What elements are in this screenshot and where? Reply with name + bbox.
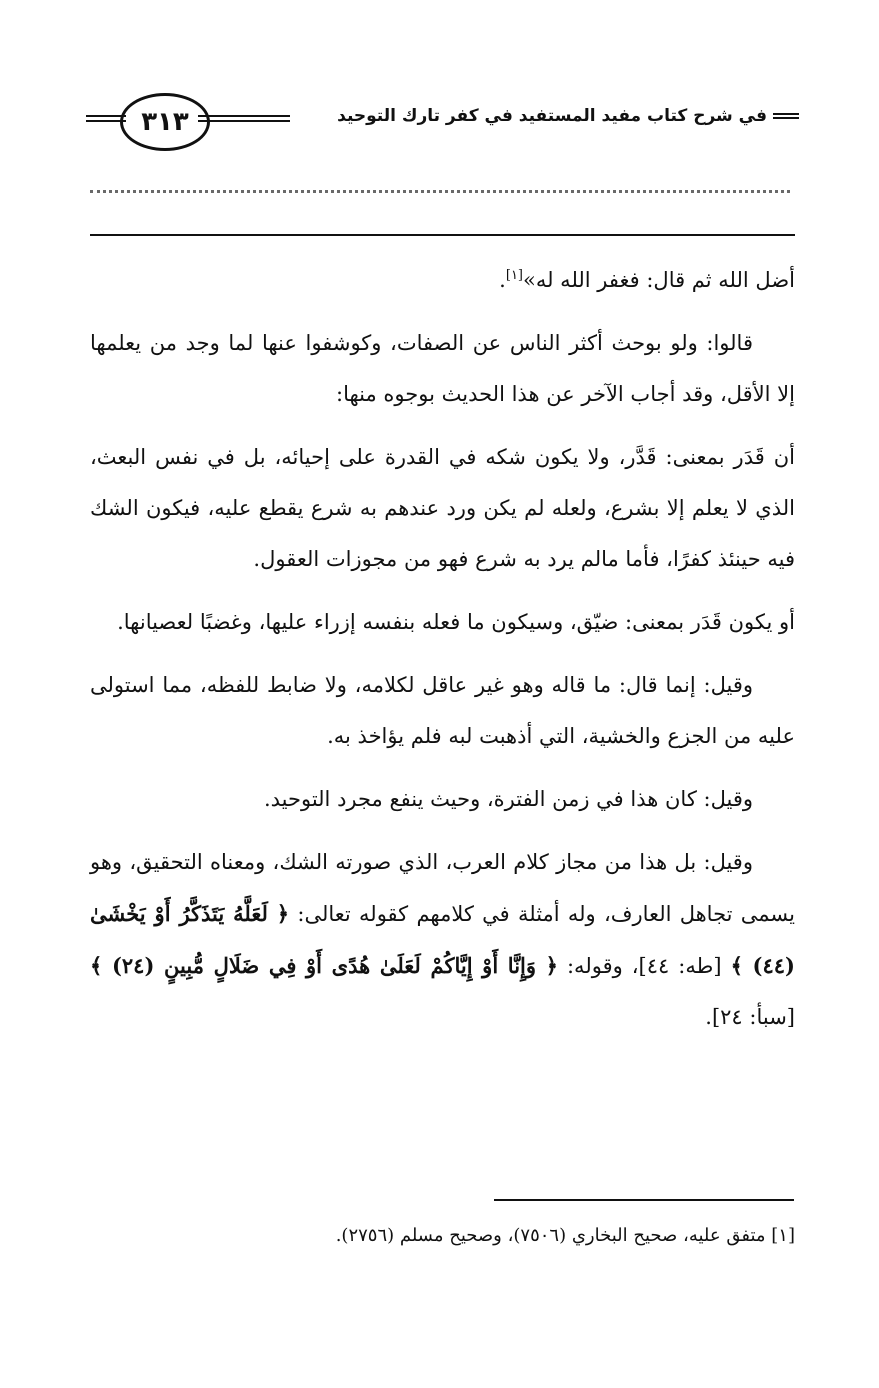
top-rule	[90, 234, 795, 236]
ornament-rule-right	[198, 115, 290, 122]
paragraph-1-end: .	[499, 268, 506, 292]
page-number-ornament	[86, 85, 291, 153]
paragraph-6: وقيل: كان هذا في زمن الفترة، وحيث ينفع مجرد التوحيد.	[263, 787, 753, 811]
paragraph-7	[90, 837, 795, 1043]
footnote: [١] متفق عليه، صحيح البخاري (٧٥٠٦)، وصحيح مسلم (٢٧٥٦).	[335, 1225, 795, 1246]
main-text	[90, 255, 795, 1043]
paragraph-1-text: أضل الله ثم قال: فغفر الله له»	[523, 268, 795, 292]
header-rule	[773, 113, 799, 119]
footnote-rule	[494, 1199, 794, 1201]
paragraph-2: قالوا: ولو بوحث أكثر الناس عن الصفات، وكوشفوا عنها لما وجد من يعلمها إلا الأقل، وقد أجاب الآخر عن هذا الحديث بوجوه منها:	[90, 331, 795, 406]
paragraph-1	[90, 255, 795, 306]
paragraph-5: وقيل: إنما قال: ما قاله وهو غير عاقل لكلامه، ولا ضابط للفظه، مما استولى عليه من الجزع والخشية، التي أذهبت لبه فلم يؤاخذ به.	[90, 673, 795, 748]
running-title: في شرح كتاب مفيد المستفيد في كفر تارك التوحيد	[337, 106, 767, 126]
paragraph-4: أو يكون قَدَر بمعنى: ضيّق، وسيكون ما فعله بنفسه إزراء عليها، وغضبًا لعصيانها.	[117, 610, 795, 634]
page-number: ٣١٣	[120, 93, 210, 151]
running-header	[337, 106, 799, 126]
quran-verse-taha: ﴿ لَعَلَّهُ يَتَذَكَّرُ أَوْ يَخْشَىٰ (٤٤) ﴾	[90, 901, 795, 978]
paragraph-3: أن قَدَر بمعنى: قَدَّر، ولا يكون شكه في القدرة على إحيائه، بل في نفس البعث، الذي لا يعلم إلا بشرع، ولعله لم يكن ورد عندهم به شرع يقطع عليه، فيكون الشك فيه حينئذ كفرًا، فأما مالم يرد به شرع فهو من مجوزات العقول.	[90, 445, 795, 571]
quran-verse-saba: ﴿ وَإِنَّا أَوْ إِيَّاكُمْ لَعَلَىٰ هُدًى أَوْ فِي ضَلَالٍ مُّبِينٍ (٢٤) ﴾	[90, 953, 558, 978]
verse-citation-saba: [سبأ: ٢٤].	[705, 1005, 795, 1029]
paragraph-7-text: وقيل: بل هذا من مجاز كلام العرب، الذي صورته الشك، ومعناه التحقيق، وهو يسمى تجاهل العارف، وله أمثلة في كلامهم كقوله تعالى:	[90, 850, 795, 926]
dotted-separator	[90, 190, 790, 207]
footnote-reference[interactable]: [١]	[505, 268, 523, 283]
verse-citation-taha: [طه: ٤٤]، وقوله:	[566, 954, 722, 978]
